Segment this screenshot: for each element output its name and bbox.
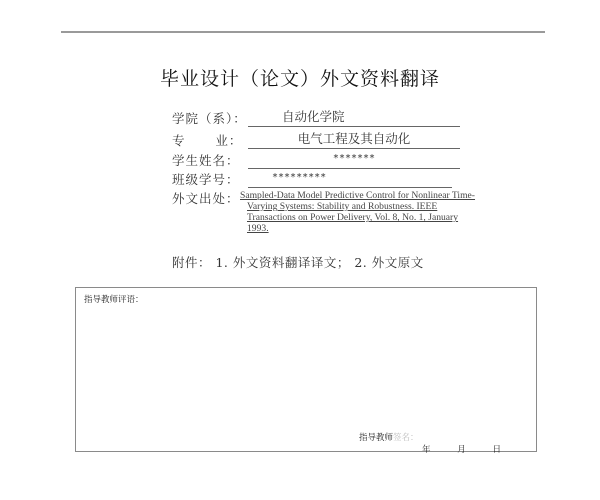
field-value: *********: [248, 170, 452, 188]
field-label: 学院（系）：: [172, 111, 247, 126]
citation-line: Sampled-Data Model Predictive Control for Nonlinear Time-: [240, 190, 476, 201]
citation-line: Transactions on Power Delivery, Vol. 8, No. 1, January: [247, 212, 459, 223]
header-rule: [61, 31, 545, 33]
citation-line: 1993.: [247, 223, 269, 234]
field-value: *******: [248, 151, 460, 169]
signature-label-faded: 签名：: [393, 433, 419, 443]
field-label: 专 业：: [172, 133, 243, 148]
field-value: 自动化学院: [248, 109, 460, 127]
date-month: 月: [457, 445, 466, 455]
document-title: 毕业设计（论文）外文资料翻译: [159, 68, 440, 90]
date-day: 日: [492, 445, 501, 455]
source-citation: [240, 190, 540, 234]
signature-label-main: 指导教师: [359, 433, 394, 443]
comment-label: 指导教师评语：: [84, 295, 144, 305]
field-label: 学生姓名：: [172, 153, 240, 168]
date-row: [422, 443, 525, 455]
attachments-line: 附件： 1. 外文资料翻译译文； 2. 外文原文: [172, 255, 424, 270]
field-value: 电气工程及其自动化: [248, 131, 460, 149]
advisor-comment-box[interactable]: [75, 287, 537, 455]
citation-line: Varying Systems: Stability and Robustness. IEEE: [247, 201, 438, 212]
date-year: 年: [422, 445, 431, 455]
signature-label: [359, 431, 419, 443]
field-label: 班级学号：: [172, 172, 240, 187]
source-label: 外文出处：: [172, 191, 240, 206]
